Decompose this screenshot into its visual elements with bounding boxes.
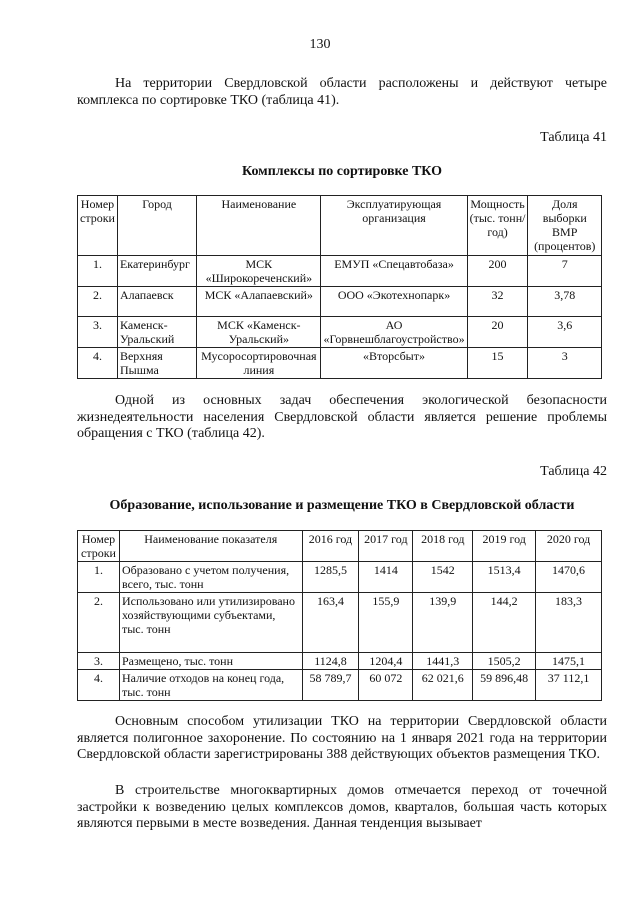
table-row: [78, 256, 602, 287]
cell: 1470,6: [536, 562, 602, 593]
col-header-2018: 2018 год: [413, 531, 473, 562]
cell: 20: [467, 317, 528, 348]
cell: 32: [467, 287, 528, 317]
cell: Мусоросортировочная линия: [197, 348, 321, 379]
paragraph-construction: В строительстве многоквартирных домов отмечается переход от точечной застройки к возведению целых комплексов домов, кварталов, большая часть которых являются первыми в месте возведения. Данная тенденция вызывает: [77, 783, 607, 831]
cell: 4.: [78, 348, 118, 379]
cell: 60 072: [359, 670, 413, 701]
col-header-number: Номер строки: [78, 531, 120, 562]
table-row: [78, 562, 602, 593]
col-header-share: Доля выборки ВМР (процентов): [528, 196, 602, 256]
cell: 139,9: [413, 593, 473, 653]
col-header-2020: 2020 год: [536, 531, 602, 562]
cell: 3,6: [528, 317, 602, 348]
cell: АО «Горвнешблагоустройство»: [321, 317, 467, 348]
paragraph-task: Одной из основных задач обеспечения экологической безопасности жизнедеятельности населения Свердловской области является решение проблемы обращения с ТКО (таблица 42).: [77, 393, 607, 441]
cell: 1.: [78, 562, 120, 593]
table42-title: Образование, использование и размещение ТКО в Свердловской области: [109, 498, 575, 513]
cell: 144,2: [473, 593, 536, 653]
cell: 1124,8: [302, 653, 359, 670]
cell: 4.: [78, 670, 120, 701]
cell: МСК «Алапаевский»: [197, 287, 321, 317]
cell: Верхняя Пышма: [117, 348, 196, 379]
cell: 1542: [413, 562, 473, 593]
table42-label: Таблица 42: [540, 464, 607, 479]
col-header-2019: 2019 год: [473, 531, 536, 562]
col-header-city: Город: [117, 196, 196, 256]
cell: Образовано с учетом получения, всего, тыс. тонн: [119, 562, 302, 593]
cell: 58 789,7: [302, 670, 359, 701]
cell: 1285,5: [302, 562, 359, 593]
paragraph-intro: На территории Свердловской области расположены и действуют четыре комплекса по сортировке ТКО (таблица 41).: [77, 76, 607, 108]
table41-label: Таблица 41: [540, 130, 607, 145]
table-row: [78, 287, 602, 317]
paragraph-landfill: Основным способом утилизации ТКО на территории Свердловской области является полигонное захоронение. По состоянию на 1 января 2021 года на территории Свердловской области зарегистрированы 388 действующих объектов размещения ТКО.: [77, 714, 607, 762]
cell: ЕМУП «Спецавтобаза»: [321, 256, 467, 287]
cell: «Вторсбыт»: [321, 348, 467, 379]
cell: 3: [528, 348, 602, 379]
col-header-indicator: Наименование показателя: [119, 531, 302, 562]
col-header-2016: 2016 год: [302, 531, 359, 562]
page-number: 130: [309, 37, 331, 52]
cell: 15: [467, 348, 528, 379]
cell: МСК «Широкореченский»: [197, 256, 321, 287]
cell: Размещено, тыс. тонн: [119, 653, 302, 670]
cell: 62 021,6: [413, 670, 473, 701]
cell: Екатеринбург: [117, 256, 196, 287]
waste-indicators-table: [77, 530, 602, 701]
cell: 200: [467, 256, 528, 287]
cell: 1475,1: [536, 653, 602, 670]
cell: 1441,3: [413, 653, 473, 670]
cell: 37 112,1: [536, 670, 602, 701]
cell: 7: [528, 256, 602, 287]
cell: Каменск-Уральский: [117, 317, 196, 348]
cell: 163,4: [302, 593, 359, 653]
cell: 59 896,48: [473, 670, 536, 701]
cell: 1513,4: [473, 562, 536, 593]
cell: 183,3: [536, 593, 602, 653]
cell: 2.: [78, 287, 118, 317]
col-header-2017: 2017 год: [359, 531, 413, 562]
table41-title: Комплексы по сортировке ТКО: [241, 164, 442, 179]
cell: 2.: [78, 593, 120, 653]
cell: Алапаевск: [117, 287, 196, 317]
sorting-complexes-table: [77, 195, 602, 379]
col-header-number: Номер строки: [78, 196, 118, 256]
table-row: [78, 317, 602, 348]
col-header-name: Наименование: [197, 196, 321, 256]
cell: Наличие отходов на конец года, тыс. тонн: [119, 670, 302, 701]
cell: 155,9: [359, 593, 413, 653]
col-header-operator: Эксплуатирующая организация: [321, 196, 467, 256]
table-row: [78, 653, 602, 670]
cell: 1414: [359, 562, 413, 593]
cell: ООО «Экотехнопарк»: [321, 287, 467, 317]
cell: 3.: [78, 317, 118, 348]
table-row: [78, 348, 602, 379]
table-row: [78, 670, 602, 701]
cell: Использовано или утилизировано хозяйствующими субъектами, тыс. тонн: [119, 593, 302, 653]
cell: МСК «Каменск-Уральский»: [197, 317, 321, 348]
cell: 1204,4: [359, 653, 413, 670]
cell: 3.: [78, 653, 120, 670]
col-header-capacity: Мощность (тыс. тонн/год): [467, 196, 528, 256]
cell: 1505,2: [473, 653, 536, 670]
table-row: [78, 593, 602, 653]
cell: 3,78: [528, 287, 602, 317]
cell: 1.: [78, 256, 118, 287]
